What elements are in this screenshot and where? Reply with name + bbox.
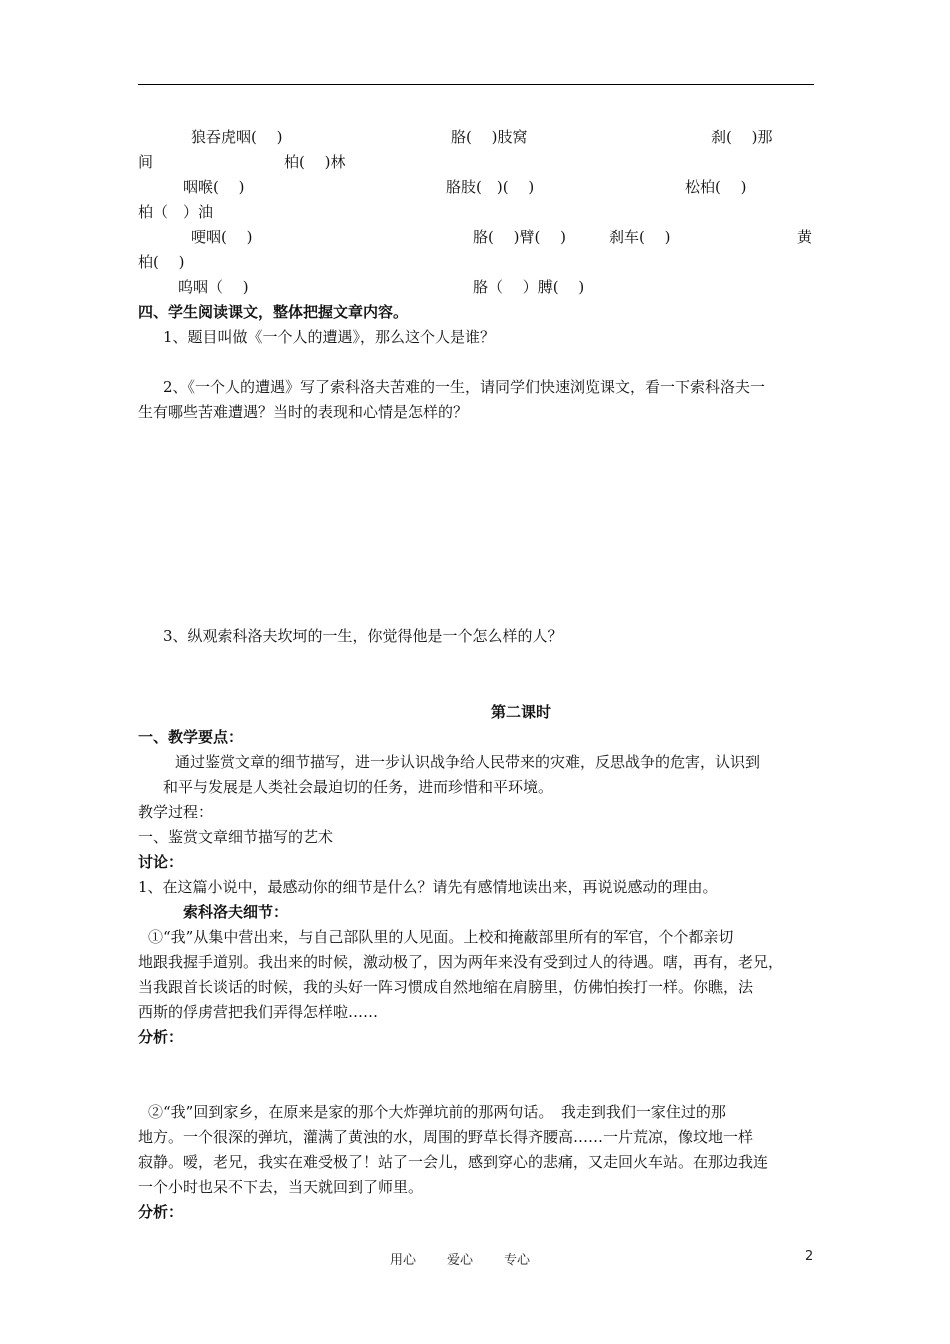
section-heading: 分析： (138, 1203, 184, 1221)
paragraph-line: ①“我”从集中营出来，与自己部队里的人见面。上校和掩蔽部里所有的军官，个个都亲切 (148, 928, 734, 946)
question: 2、《一个人的遭遇》写了索科洛夫苦难的一生，请同学们快速浏览课文，看一下索科洛夫一 (163, 378, 766, 396)
paragraph-line: 寂静。嗳，老兄，我实在难受极了！站了一会儿，感到穿心的悲痛，又走回火车站。在那边我连 (138, 1153, 769, 1171)
vocab-item: 哽咽( ) (191, 228, 253, 246)
vocab-item: 呜咽（ ) (178, 278, 249, 296)
vocab-item: 胳（ ）膊( ) (473, 278, 585, 296)
vocab-item: 黄 (797, 228, 813, 246)
section-heading: 四、学生阅读课文，整体把握文章内容。 (138, 303, 409, 321)
page-number: 2 (805, 1249, 814, 1264)
paragraph-line: 西斯的俘虏营把我们弄得怎样啦…… (138, 1003, 379, 1021)
vocab-item: 胳( )臂( ) (473, 228, 566, 246)
section-heading: 索科洛夫细节： (183, 903, 289, 921)
footer-text: 用心 (390, 1253, 417, 1268)
vocab-item: 间 (138, 153, 154, 171)
paragraph-line: 地方。一个很深的弹坑，灌满了黄浊的水，周围的野草长得齐腰高……一片荒凉，像坟地一样 (138, 1128, 754, 1146)
question: 生有哪些苦难遭遇？当时的表现和心情是怎样的？ (138, 403, 469, 421)
paragraph-line: 一个小时也呆不下去，当天就回到了师里。 (138, 1178, 424, 1196)
footer-text: 爱心 (447, 1253, 474, 1268)
question: 1、题目叫做《一个人的遭遇》，那么这个人是谁？ (163, 328, 496, 346)
vocab-item: 柏( ) (138, 253, 185, 271)
paragraph-line: 地跟我握手道别。我出来的时候，激动极了，因为两年来没有受到过人的待遇。嗐，再有，老兄， (138, 953, 784, 971)
section-heading: 分析： (138, 1028, 184, 1046)
vocab-item: 狼吞虎咽( ) (191, 128, 283, 146)
header-rule (138, 84, 814, 85)
paragraph-line: 和平与发展是人类社会最迫切的任务，进而珍惜和平环境。 (163, 778, 554, 796)
paragraph-line: ②“我”回到家乡，在原来是家的那个大炸弹坑前的那两句话。 我走到我们一家住过的那 (148, 1103, 726, 1121)
section-heading: 一、教学要点： (138, 728, 244, 746)
paragraph-line: 一、鉴赏文章细节描写的艺术 (138, 828, 334, 846)
paragraph-line: 当我跟首长谈话的时候，我的头好一阵习惯成自然地缩在肩膀里，仿佛怕挨打一样。你瞧，法 (138, 978, 754, 996)
vocab-item: 刹( )那 (711, 128, 773, 146)
footer-text: 专心 (504, 1253, 531, 1268)
question: 3、纵观索科洛夫坎坷的一生，你觉得他是一个怎么样的人？ (163, 627, 563, 645)
vocab-item: 刹车( ) (609, 228, 671, 246)
paragraph-line: 教学过程： (138, 803, 214, 821)
vocab-item: 咽喉( ) (183, 178, 245, 196)
paragraph-line: 1、在这篇小说中，最感动你的细节是什么？请先有感情地读出来，再说说感动的理由。 (138, 878, 718, 896)
section-heading: 讨论： (138, 853, 184, 871)
vocab-item: 胳肢( )( ) (446, 178, 535, 196)
paragraph-line: 通过鉴赏文章的细节描写，进一步认识战争给人民带来的灾难，反思战争的危害，认识到 (175, 753, 761, 771)
vocab-item: 柏（ ）油 (138, 203, 214, 221)
lesson-title: 第二课时 (491, 703, 552, 721)
vocab-item: 松柏( ) (685, 178, 747, 196)
vocab-item: 胳( )肢窝 (451, 128, 528, 146)
vocab-item: 柏( )林 (284, 153, 346, 171)
